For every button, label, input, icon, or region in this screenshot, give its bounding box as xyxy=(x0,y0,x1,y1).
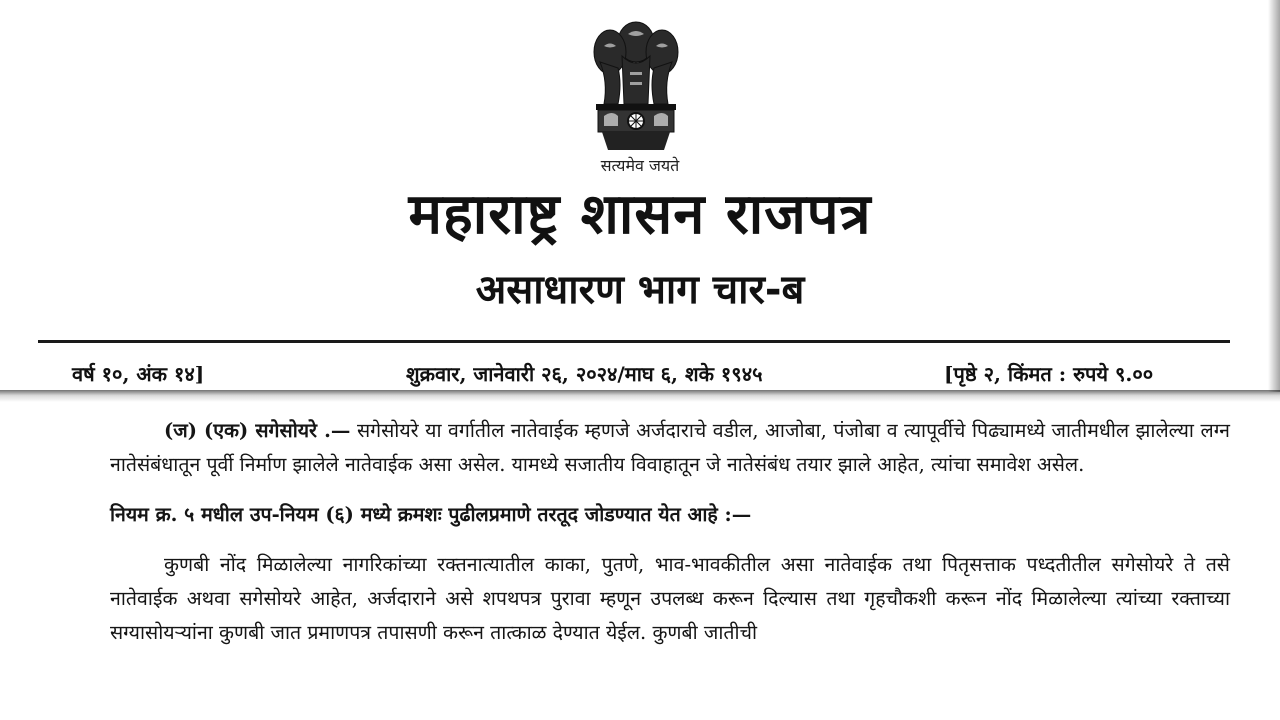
paragraph-sagesoyare xyxy=(110,414,1230,482)
gazette-title: महाराष्ट्र शासन राजपत्र xyxy=(408,182,872,247)
rule-amendment-heading: नियम क्र. ५ मधील उप-नियम (६) मध्ये क्रमशः पुढीलप्रमाणे तरतूद जोडण्यात येत आहे :— xyxy=(110,503,752,526)
national-motto: सत्यमेव जयते xyxy=(600,156,680,175)
page-edge-shadow xyxy=(1268,0,1280,392)
volume-issue: वर्ष १०, अंक १४] xyxy=(72,362,205,386)
overlay-shadow xyxy=(0,390,1280,402)
paragraph-kunbi-provision: कुणबी नोंद मिळालेल्या नागरिकांच्या रक्तनात्यातील काका, पुतणे, भाव-भावकीतील असा नातेवाईक तथा पितृसत्ताक पध्दतीतील सगेसोयरे ते तसे नातेवाईक अथवा सगेसोयरे आहेत, अर्जदाराने असे शपथपत्र पुरावा म्हणून उपलब्ध करून दिल्यास तथा गृहचौकशी करून नोंद मिळालेल्या त्यांच्या रक्ताच्या सग्यासोयऱ्यांना कुणबी जात प्रमाणपत्र तपासणी करून तात्काळ देण्यात येईल. कुणबी जातीची xyxy=(110,553,1230,644)
clause-text: सगेसोयरे या वर्गातील नातेवाईक म्हणजे अर्जदाराचे वडील, आजोबा, पंजोबा व त्यापूर्वीचे पिढ्यामध्ये जातीमधील झालेल्या लग्न नातेसंबंधातून पूर्वी निर्माण झालेले नातेवाईक असा असेल. यामध्ये सजातीय विवाहातून जे नातेसंबंध तयार झाले आहेत, त्यांचा समावेश असेल. xyxy=(110,419,1230,476)
pages-price: [पृष्ठे २, किंमत : रुपये ९.०० xyxy=(944,362,1154,386)
issue-info-row xyxy=(0,360,1280,390)
issue-date: शुक्रवार, जानेवारी २६, २०२४/माघ ६, शके १९४५ xyxy=(406,362,763,386)
state-emblem-icon xyxy=(578,12,694,152)
gazette-subtitle: असाधारण भाग चार-ब xyxy=(475,267,805,313)
header-divider xyxy=(38,340,1230,343)
clause-label: (ज) (एक) सगेसोयरे .— xyxy=(164,419,351,442)
gazette-body xyxy=(110,414,1230,666)
